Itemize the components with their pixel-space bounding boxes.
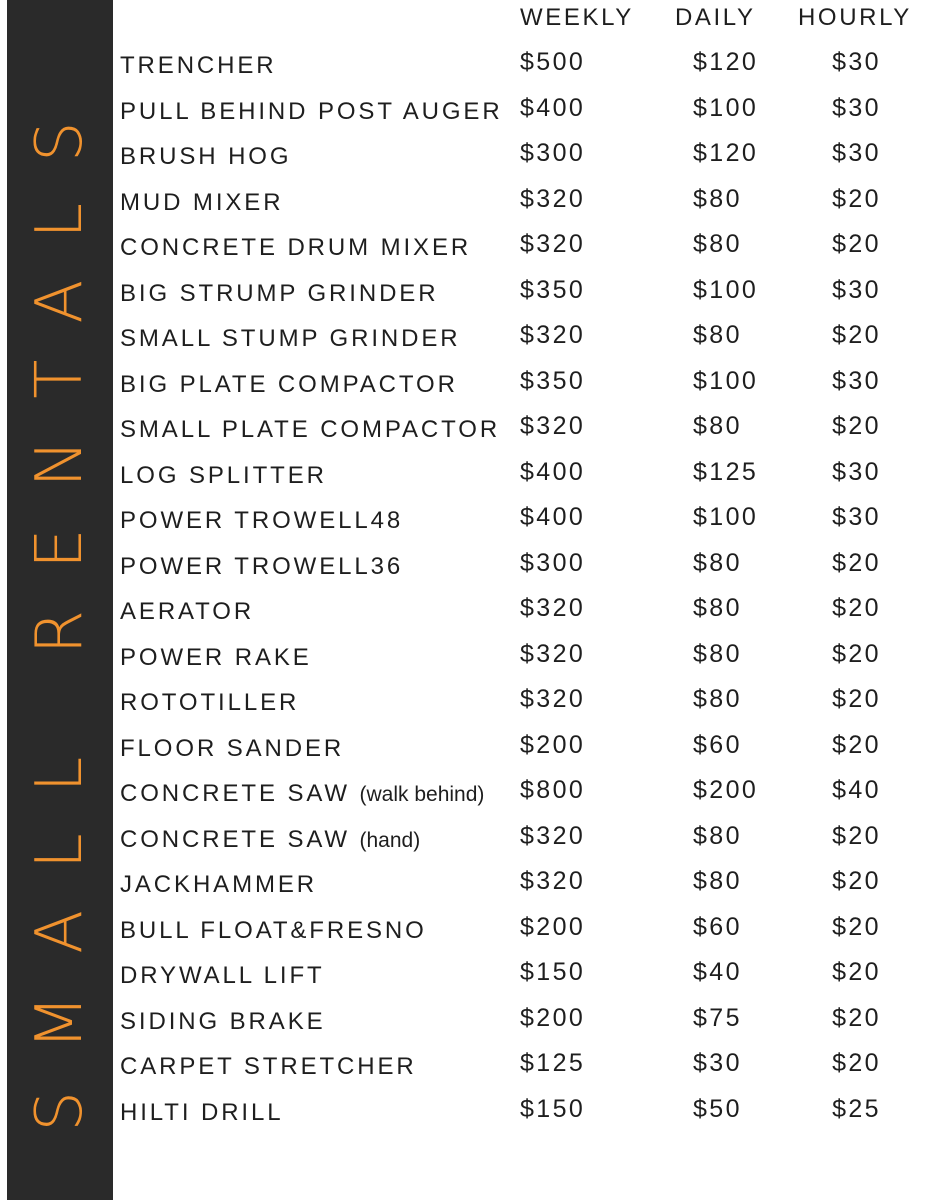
table-row: [0, 594, 927, 638]
daily-price: $30: [693, 1049, 742, 1077]
item-name-text: LOG SPLITTER: [120, 461, 327, 489]
item-name-text: CONCRETE SAW: [120, 825, 360, 853]
hourly-price: $30: [832, 503, 881, 531]
daily-price: $80: [693, 230, 742, 258]
table-row: [0, 139, 927, 183]
weekly-price: $150: [520, 1094, 586, 1123]
item-name-text: JACKHAMMER: [120, 871, 318, 898]
item-name-text: HILTI DRILL: [120, 1098, 284, 1126]
hourly-price: $20: [832, 594, 881, 622]
hourly-price: $20: [832, 1003, 881, 1032]
header-weekly: WEEKLY: [520, 4, 634, 31]
hourly-price: $40: [832, 776, 881, 804]
item-name: [120, 871, 317, 899]
item-name: [120, 1099, 284, 1127]
table-row: [0, 230, 927, 274]
daily-price: $100: [693, 366, 759, 395]
weekly-price: $200: [520, 730, 586, 759]
hourly-price: $30: [832, 93, 881, 122]
item-name-text: BULL FLOAT&FRESNO: [120, 916, 427, 944]
hourly-price: $25: [832, 1094, 881, 1123]
table-row: [0, 366, 927, 411]
hourly-price: $20: [832, 548, 881, 577]
hourly-price: $30: [832, 275, 881, 304]
hourly-price: $30: [832, 366, 881, 395]
item-name-text: POWER TROWELL48: [120, 507, 404, 534]
hourly-price: $20: [832, 639, 881, 668]
item-name: [120, 644, 312, 672]
item-name: [120, 1008, 326, 1036]
item-name: [120, 962, 325, 990]
hourly-price: $20: [832, 321, 881, 349]
table-row: [0, 730, 927, 775]
weekly-price: $150: [520, 958, 586, 986]
item-name: [120, 143, 291, 171]
daily-price: $80: [693, 412, 742, 440]
weekly-price: $400: [520, 503, 586, 531]
daily-price: $80: [693, 548, 742, 577]
weekly-price: $320: [520, 184, 586, 213]
hourly-price: $20: [832, 184, 881, 213]
item-name: [120, 189, 283, 217]
weekly-price: $800: [520, 776, 586, 804]
daily-price: $120: [693, 139, 759, 167]
weekly-price: $400: [520, 93, 586, 122]
item-name-text: ROTOTILLER: [120, 689, 300, 716]
item-name: [120, 52, 277, 80]
hourly-price: $20: [832, 685, 881, 713]
daily-price: $60: [693, 730, 742, 759]
table-row: [0, 503, 927, 547]
table-row: [0, 457, 927, 502]
item-name: [120, 507, 403, 535]
item-name: [120, 735, 344, 763]
table-row: [0, 93, 927, 138]
daily-price: $125: [693, 457, 759, 486]
table-row: [0, 548, 927, 593]
item-name-text: BRUSH HOG: [120, 143, 292, 170]
item-name-text: BIG PLATE COMPACTOR: [120, 370, 458, 398]
item-name-text: TRENCHER: [120, 52, 277, 79]
item-name-text: POWER RAKE: [120, 643, 312, 671]
item-name-text: CONCRETE DRUM MIXER: [120, 234, 472, 261]
item-name-text: FLOOR SANDER: [120, 734, 345, 762]
daily-price: $80: [693, 594, 742, 622]
weekly-price: $320: [520, 230, 586, 258]
item-name: [120, 598, 254, 626]
weekly-price: $320: [520, 821, 586, 850]
item-note: (hand): [359, 828, 421, 852]
table-row: [0, 48, 927, 92]
price-table-header: [0, 4, 927, 34]
weekly-price: $320: [520, 321, 586, 349]
daily-price: $80: [693, 321, 742, 349]
hourly-price: $20: [832, 867, 881, 895]
hourly-price: $30: [832, 457, 881, 486]
item-name: [120, 780, 484, 808]
table-row: [0, 912, 927, 957]
item-name-text: CONCRETE SAW: [120, 780, 350, 807]
table-row: [0, 958, 927, 1002]
weekly-price: $320: [520, 412, 586, 440]
daily-price: $60: [693, 912, 742, 941]
hourly-price: $20: [832, 230, 881, 258]
item-name-text: POWER TROWELL36: [120, 552, 404, 580]
daily-price: $80: [693, 639, 742, 668]
item-name-text: SIDING BRAKE: [120, 1007, 326, 1035]
item-name-text: CARPET STRETCHER: [120, 1053, 417, 1080]
header-hourly: HOURLY: [798, 4, 912, 31]
weekly-price: $320: [520, 639, 586, 668]
daily-price: $100: [693, 275, 759, 304]
daily-price: $75: [693, 1003, 742, 1032]
table-row: [0, 412, 927, 456]
table-row: [0, 275, 927, 320]
item-name-text: MUD MIXER: [120, 188, 284, 216]
weekly-price: $300: [520, 548, 586, 577]
item-name: [120, 371, 458, 399]
item-name: [120, 234, 471, 262]
weekly-price: $350: [520, 366, 586, 395]
hourly-price: $20: [832, 821, 881, 850]
item-name: [120, 917, 427, 945]
item-name: [120, 325, 461, 353]
item-name-text: PULL BEHIND POST AUGER: [120, 97, 503, 125]
table-row: [0, 1049, 927, 1093]
daily-price: $40: [693, 958, 742, 986]
daily-price: $200: [693, 776, 759, 804]
item-name: [120, 826, 420, 854]
table-row: [0, 821, 927, 866]
item-name: [120, 416, 500, 444]
hourly-price: $20: [832, 412, 881, 440]
item-name-text: SMALL PLATE COMPACTOR: [120, 416, 501, 443]
daily-price: $80: [693, 685, 742, 713]
table-row: [0, 184, 927, 229]
weekly-price: $500: [520, 48, 586, 76]
item-name: [120, 98, 503, 126]
item-name: [120, 280, 438, 308]
item-note: (walk behind): [359, 783, 485, 806]
weekly-price: $125: [520, 1049, 586, 1077]
table-row: [0, 776, 927, 820]
weekly-price: $300: [520, 139, 586, 167]
table-row: [0, 639, 927, 684]
weekly-price: $350: [520, 275, 586, 304]
table-row: [0, 1003, 927, 1048]
hourly-price: $20: [832, 1049, 881, 1077]
header-daily: DAILY: [675, 4, 756, 31]
hourly-price: $20: [832, 730, 881, 759]
daily-price: $80: [693, 184, 742, 213]
daily-price: $50: [693, 1094, 742, 1123]
daily-price: $120: [693, 48, 759, 76]
hourly-price: $20: [832, 912, 881, 941]
sidebar-title: SMALL RENTALS: [23, 80, 97, 1132]
weekly-price: $320: [520, 867, 586, 895]
item-name-text: AERATOR: [120, 598, 255, 625]
daily-price: $80: [693, 821, 742, 850]
daily-price: $80: [693, 867, 742, 895]
hourly-price: $30: [832, 48, 881, 76]
item-name: [120, 1053, 417, 1081]
weekly-price: $200: [520, 1003, 586, 1032]
item-name-text: SMALL STUMP GRINDER: [120, 325, 461, 352]
hourly-price: $30: [832, 139, 881, 167]
table-row: [0, 685, 927, 729]
daily-price: $100: [693, 93, 759, 122]
item-name-text: DRYWALL LIFT: [120, 962, 325, 989]
item-name: [120, 553, 403, 581]
hourly-price: $20: [832, 958, 881, 986]
item-name: [120, 689, 299, 717]
weekly-price: $200: [520, 912, 586, 941]
table-row: [0, 321, 927, 365]
daily-price: $100: [693, 503, 759, 531]
weekly-price: $320: [520, 685, 586, 713]
table-row: [0, 867, 927, 911]
weekly-price: $320: [520, 594, 586, 622]
item-name-text: BIG STRUMP GRINDER: [120, 279, 439, 307]
weekly-price: $400: [520, 457, 586, 486]
table-row: [0, 1094, 927, 1139]
item-name: [120, 462, 327, 490]
